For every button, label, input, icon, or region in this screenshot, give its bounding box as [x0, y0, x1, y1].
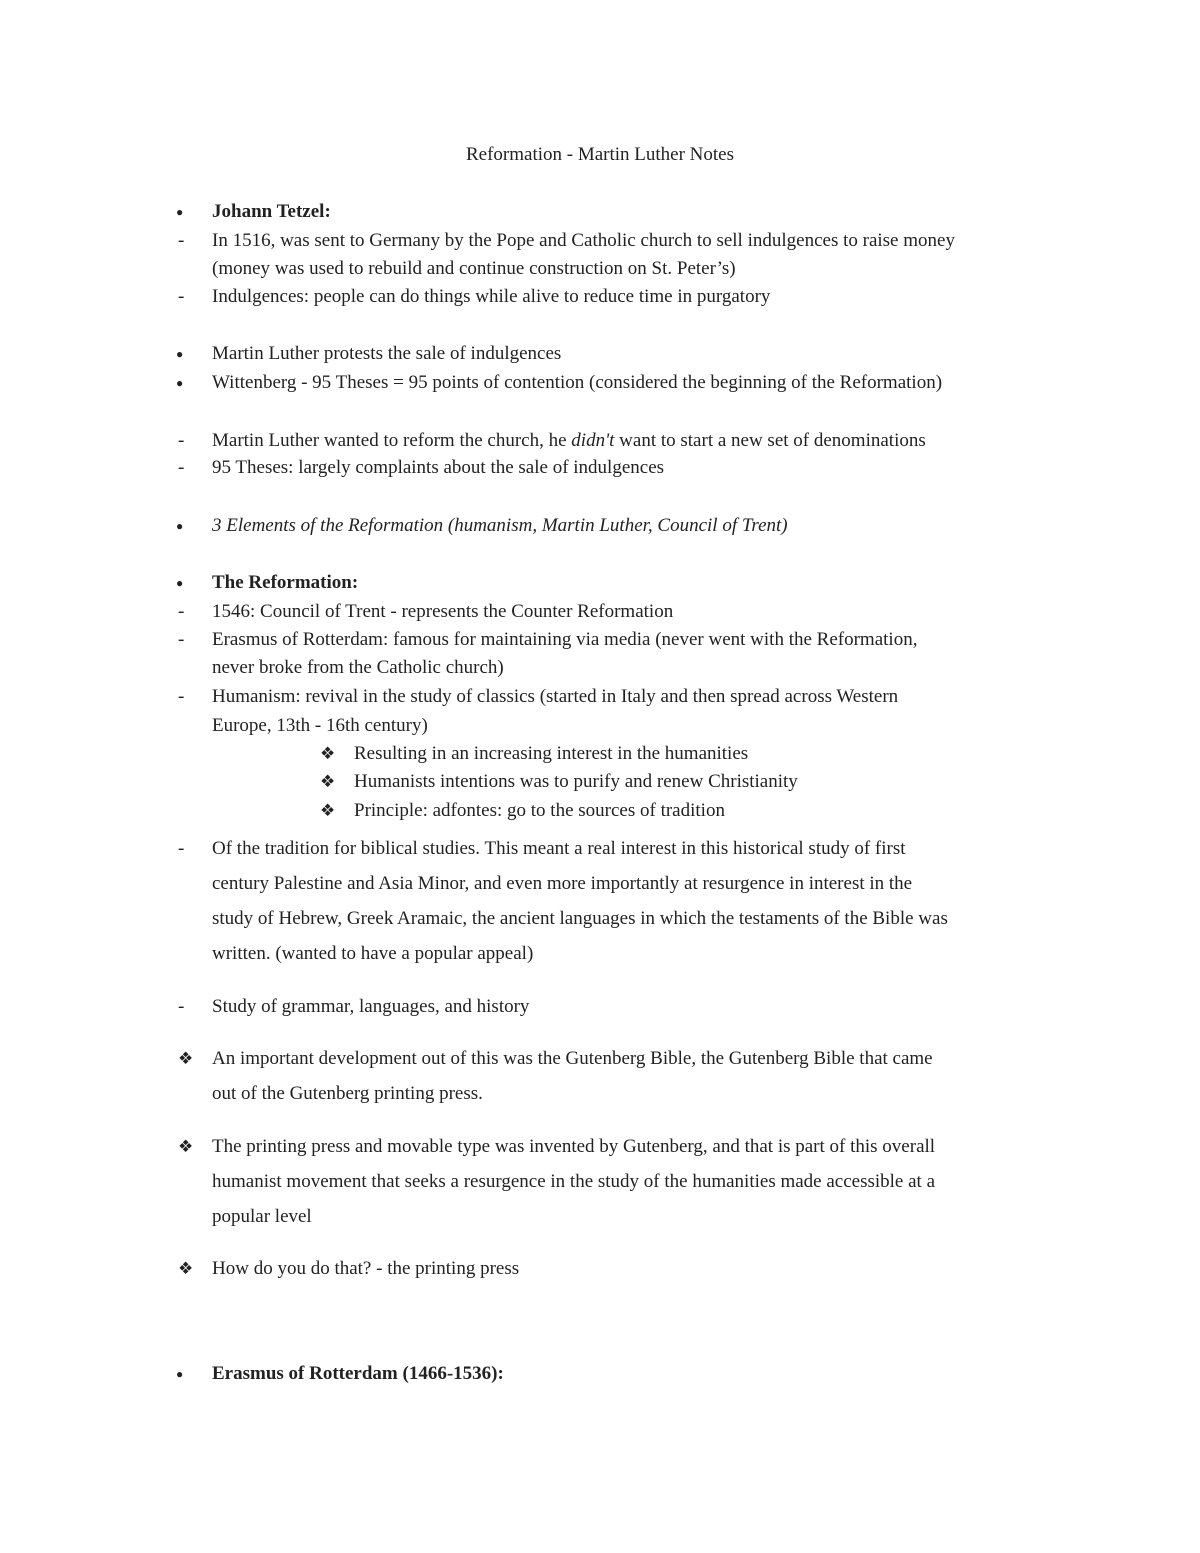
reformation-dash-3-line-2: Europe, 13th - 16th century)	[212, 715, 428, 736]
diamond-marker: ❖	[178, 1259, 194, 1278]
humanism-sub-2: Humanists intentions was to purify and renew Christianity	[354, 771, 798, 792]
luther-dash-1-emphasis: didn't	[571, 430, 615, 451]
reformation-dash-4-line-2: century Palestine and Asia Minor, and even more importantly at resurgence in interest in the	[212, 873, 913, 894]
reformation-dash-2-line-1: Erasmus of Rotterdam: famous for maintaining via media (never went with the Reformation,	[212, 629, 918, 650]
gutenberg-diamond-1-line-1: An important development out of this was the Gutenberg Bible, the Gutenberg Bible that came	[212, 1048, 933, 1069]
tetzel-heading: Johann Tetzel:	[212, 201, 331, 222]
humanism-sub-3: Principle: adfontes: go to the sources of tradition	[354, 800, 725, 821]
gutenberg-diamond-3: How do you do that? - the printing press	[212, 1258, 520, 1279]
reformation-heading: The Reformation:	[212, 572, 359, 593]
diamond-marker: ❖	[320, 772, 336, 791]
dash-marker: -	[178, 629, 185, 650]
elements-bullet: 3 Elements of the Reformation (humanism, Martin Luther, Council of Trent)	[212, 515, 788, 536]
luther-bullet-1: Martin Luther protests the sale of indulgences	[212, 343, 562, 364]
dash-marker: -	[178, 601, 185, 622]
humanism-sub-1: Resulting in an increasing interest in the humanities	[354, 743, 749, 764]
reformation-dash-4-line-1: Of the tradition for biblical studies. This meant a real interest in this historical study of first	[212, 838, 906, 859]
diamond-marker: ❖	[178, 1049, 194, 1068]
dash-marker: -	[178, 686, 185, 707]
bullet-marker: ●	[176, 347, 184, 361]
reformation-dash-1: 1546: Council of Trent - represents the Counter Reformation	[212, 601, 674, 622]
tetzel-item-1-line-1: In 1516, was sent to Germany by the Pope and Catholic church to sell indulgences to raise money	[212, 230, 955, 251]
luther-bullet-2: Wittenberg - 95 Theses = 95 points of contention (considered the beginning of the Reformation)	[212, 372, 943, 393]
dash-marker: -	[178, 457, 185, 478]
reformation-dash-2-line-2: never broke from the Catholic church)	[212, 657, 504, 678]
bullet-marker: ●	[176, 1367, 184, 1381]
dash-marker: -	[178, 838, 185, 859]
bullet-marker: ●	[176, 519, 184, 533]
luther-dash-2: 95 Theses: largely complaints about the sale of indulgences	[212, 457, 665, 478]
bullet-marker: ●	[176, 205, 184, 219]
dash-marker: -	[178, 430, 185, 451]
tetzel-item-1-line-2: (money was used to rebuild and continue construction on St. Peter’s)	[212, 258, 736, 279]
erasmus-heading: Erasmus of Rotterdam (1466-1536):	[212, 1363, 504, 1384]
gutenberg-diamond-1-line-2: out of the Gutenberg printing press.	[212, 1083, 483, 1104]
diamond-marker: ❖	[320, 801, 336, 820]
reformation-dash-4-line-3: study of Hebrew, Greek Aramaic, the ancient languages in which the testaments of the Bible was	[212, 908, 948, 929]
bullet-marker: ●	[176, 376, 184, 390]
luther-dash-1-end: want to start a new set of denominations	[614, 430, 926, 451]
tetzel-item-2: Indulgences: people can do things while alive to reduce time in purgatory	[212, 286, 771, 307]
gutenberg-diamond-2-line-1: The printing press and movable type was invented by Gutenberg, and that is part of this overall	[212, 1136, 936, 1157]
reformation-dash-3-line-1: Humanism: revival in the study of classics (started in Italy and then spread across Western	[212, 686, 899, 707]
bullet-marker: ●	[176, 576, 184, 590]
page-title: Reformation - Martin Luther Notes	[465, 144, 735, 165]
luther-dash-1-start: Martin Luther wanted to reform the church, he	[212, 430, 572, 451]
reformation-dash-5: Study of grammar, languages, and history	[212, 996, 530, 1017]
gutenberg-diamond-2-line-3: popular level	[212, 1206, 312, 1227]
gutenberg-diamond-2-line-2: humanist movement that seeks a resurgence in the study of the humanities made accessible at a	[212, 1171, 936, 1192]
dash-marker: -	[178, 286, 185, 307]
luther-dash-1	[212, 429, 926, 453]
reformation-dash-4-line-4: written. (wanted to have a popular appeal)	[212, 943, 534, 964]
diamond-marker: ❖	[178, 1137, 194, 1156]
dash-marker: -	[178, 996, 185, 1017]
dash-marker: -	[178, 230, 185, 251]
diamond-marker: ❖	[320, 744, 336, 763]
